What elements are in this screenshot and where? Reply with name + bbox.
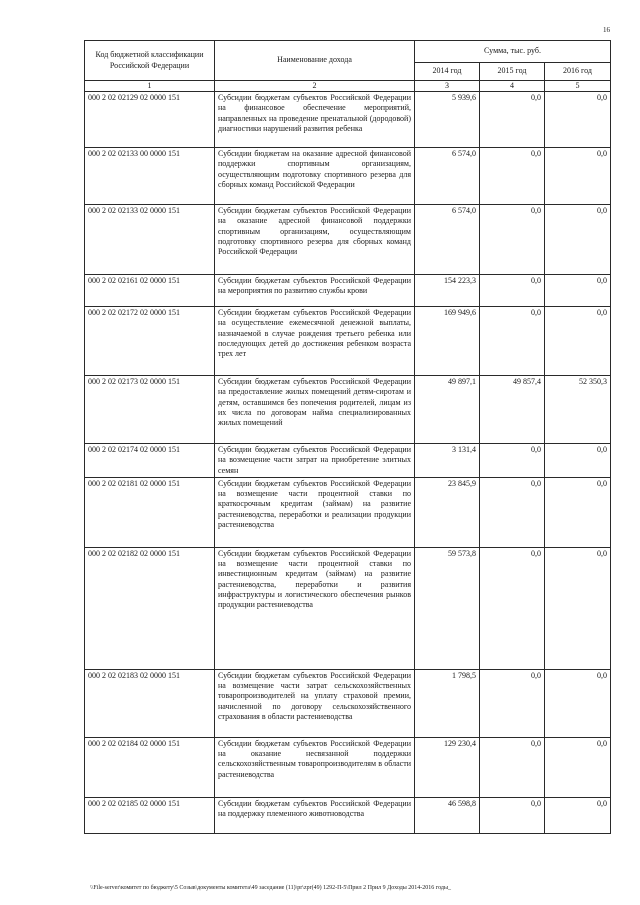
file-path-footer: \\File-server\комитет по бюджету\5 Созыв\документы комитета\49 заседание (11)\pr\zpr(49) 1292-П-5\Прил 2 Прил 9 Доходы 2014-2016 годы_ xyxy=(90,885,452,891)
row-code: 000 2 02 02182 02 0000 151 xyxy=(85,547,215,669)
row-name: Субсидии бюджетам субъектов Российской Федерации на предоставление жилых помещений детям-сиротам и детям, оставшимся без попечения родителей, лицам из их числа по договорам найма специализированных жилых помещений xyxy=(215,376,415,444)
row-amount-2015: 0,0 xyxy=(480,92,545,148)
row-code: 000 2 02 02174 02 0000 151 xyxy=(85,444,215,478)
row-name: Субсидии бюджетам субъектов Российской Федерации на возмещение части затрат на приобретение элитных семян xyxy=(215,444,415,478)
table-row xyxy=(85,148,611,205)
row-name: Субсидии бюджетам субъектов Российской Федерации на поддержку племенного животноводства xyxy=(215,797,415,833)
row-amount-2016: 0,0 xyxy=(545,477,611,547)
table-row xyxy=(85,307,611,376)
row-code: 000 2 02 02185 02 0000 151 xyxy=(85,797,215,833)
row-amount-2015: 0,0 xyxy=(480,547,545,669)
income-table xyxy=(84,40,611,834)
row-amount-2014: 49 897,1 xyxy=(415,376,480,444)
row-name: Субсидии бюджетам субъектов Российской Федерации на возмещение части затрат сельскохозяйственных товаропроизводителей на уплату страховой премии, начисленной по договору сельскохозяйственного страхования в области растениеводства xyxy=(215,669,415,737)
row-amount-2015: 0,0 xyxy=(480,148,545,205)
row-code: 000 2 02 02183 02 0000 151 xyxy=(85,669,215,737)
header-sum: Сумма, тыс. руб. xyxy=(415,41,611,63)
row-code: 000 2 02 02133 02 0000 151 xyxy=(85,205,215,275)
column-number: 1 xyxy=(85,81,215,92)
row-amount-2015: 0,0 xyxy=(480,669,545,737)
row-name: Субсидии бюджетам на оказание адресной финансовой поддержки спортивным организациям, осуществляющим подготовку спортивного резерва для сборных команд Российской Федерации xyxy=(215,148,415,205)
row-amount-2016: 0,0 xyxy=(545,737,611,797)
row-amount-2016: 0,0 xyxy=(545,307,611,376)
header-year-2014: 2014 год xyxy=(415,63,480,81)
row-amount-2016: 0,0 xyxy=(545,797,611,833)
row-amount-2015: 0,0 xyxy=(480,737,545,797)
row-code: 000 2 02 02172 02 0000 151 xyxy=(85,307,215,376)
row-amount-2016: 0,0 xyxy=(545,669,611,737)
row-amount-2014: 46 598,8 xyxy=(415,797,480,833)
row-amount-2014: 154 223,3 xyxy=(415,275,480,307)
table-row xyxy=(85,547,611,669)
header-year-2016: 2016 год xyxy=(545,63,611,81)
row-name: Субсидии бюджетам субъектов Российской Федерации на оказание несвязанной поддержки сельскохозяйственным товаропроизводителям в области растениеводства xyxy=(215,737,415,797)
row-code: 000 2 02 02181 02 0000 151 xyxy=(85,477,215,547)
row-name: Субсидии бюджетам субъектов Российской Федерации на мероприятия по развитию службы крови xyxy=(215,275,415,307)
row-amount-2014: 3 131,4 xyxy=(415,444,480,478)
row-name: Субсидии бюджетам субъектов Российской Федерации на финансовое обеспечение мероприятий, направленных на проведение пренатальной (дородовой) диагностики нарушений развития ребенка xyxy=(215,92,415,148)
row-amount-2016: 0,0 xyxy=(545,547,611,669)
row-code: 000 2 02 02133 00 0000 151 xyxy=(85,148,215,205)
row-amount-2015: 0,0 xyxy=(480,307,545,376)
row-code: 000 2 02 02161 02 0000 151 xyxy=(85,275,215,307)
row-amount-2014: 6 574,0 xyxy=(415,205,480,275)
row-amount-2015: 0,0 xyxy=(480,275,545,307)
row-amount-2016: 0,0 xyxy=(545,444,611,478)
table-row xyxy=(85,205,611,275)
row-amount-2014: 23 845,9 xyxy=(415,477,480,547)
column-number: 2 xyxy=(215,81,415,92)
table-row xyxy=(85,797,611,833)
header-name: Наименование дохода xyxy=(215,41,415,81)
row-amount-2015: 0,0 xyxy=(480,444,545,478)
row-amount-2015: 0,0 xyxy=(480,797,545,833)
column-number: 3 xyxy=(415,81,480,92)
header-code: Код бюджетной классификации Российской Федерации xyxy=(85,41,215,81)
page-number: 16 xyxy=(603,26,610,34)
row-code: 000 2 02 02173 02 0000 151 xyxy=(85,376,215,444)
row-amount-2015: 0,0 xyxy=(480,477,545,547)
row-amount-2016: 0,0 xyxy=(545,92,611,148)
row-amount-2016: 0,0 xyxy=(545,148,611,205)
column-number-row xyxy=(85,81,611,92)
row-amount-2014: 6 574,0 xyxy=(415,148,480,205)
table-row xyxy=(85,477,611,547)
header-year-2015: 2015 год xyxy=(480,63,545,81)
table-row xyxy=(85,92,611,148)
row-name: Субсидии бюджетам субъектов Российской Федерации на оказание адресной финансовой поддержки спортивным организациям, осуществляющим подготовку спортивного резерва для сборных команд Российской Федерации xyxy=(215,205,415,275)
row-amount-2014: 169 949,6 xyxy=(415,307,480,376)
row-name: Субсидии бюджетам субъектов Российской Федерации на осуществление ежемесячной денежной выплаты, назначаемой в случае рождения третьего ребенка или последующих детей до достижения ребенком возраста трех лет xyxy=(215,307,415,376)
row-amount-2014: 1 798,5 xyxy=(415,669,480,737)
row-code: 000 2 02 02184 02 0000 151 xyxy=(85,737,215,797)
column-number: 5 xyxy=(545,81,611,92)
table-row xyxy=(85,376,611,444)
table-row xyxy=(85,275,611,307)
row-code: 000 2 02 02129 02 0000 151 xyxy=(85,92,215,148)
row-amount-2015: 0,0 xyxy=(480,205,545,275)
row-amount-2016: 0,0 xyxy=(545,275,611,307)
row-amount-2014: 5 939,6 xyxy=(415,92,480,148)
row-name: Субсидии бюджетам субъектов Российской Федерации на возмещение части процентной ставки по краткосрочным кредитам (займам) на развитие растениеводства, переработки и реализации продукции растениеводства xyxy=(215,477,415,547)
table-row xyxy=(85,444,611,478)
table-row xyxy=(85,669,611,737)
row-amount-2016: 0,0 xyxy=(545,205,611,275)
row-amount-2014: 59 573,8 xyxy=(415,547,480,669)
row-amount-2014: 129 230,4 xyxy=(415,737,480,797)
row-name: Субсидии бюджетам субъектов Российской Федерации на возмещение части процентной ставки по инвестиционным кредитам (займам) на развитие растениеводства, переработки и развития инфраструктуры и логистического обеспечения рынков продукции растениеводства xyxy=(215,547,415,669)
table-row xyxy=(85,737,611,797)
column-number: 4 xyxy=(480,81,545,92)
row-amount-2015: 49 857,4 xyxy=(480,376,545,444)
row-amount-2016: 52 350,3 xyxy=(545,376,611,444)
